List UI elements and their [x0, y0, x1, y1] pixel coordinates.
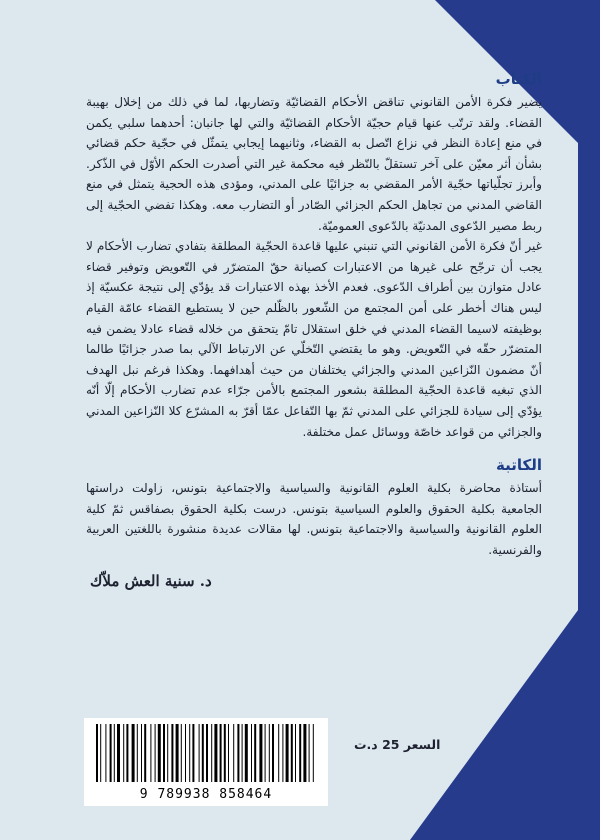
barcode-bar: [105, 724, 106, 782]
barcode-bars: [92, 724, 320, 782]
barcode-bar: [224, 724, 226, 782]
barcode-bar: [144, 724, 146, 782]
barcode-bar: [163, 724, 165, 782]
barcode-bar: [286, 724, 289, 782]
barcode-bar: [251, 724, 252, 782]
barcode-bar: [245, 724, 248, 782]
isbn-number: 9 789938 858464: [139, 787, 273, 802]
barcode-bar: [117, 724, 120, 782]
barcode-bar: [110, 724, 112, 782]
barcode-bar: [185, 724, 186, 782]
barcode-bar: [202, 724, 204, 782]
barcode-bar: [141, 724, 142, 782]
barcode-bar: [313, 724, 314, 782]
barcode-bar: [150, 724, 151, 782]
barcode-bar: [220, 724, 222, 782]
barcode-bar: [126, 724, 128, 782]
barcode-bar: [171, 724, 173, 782]
barcode-bar: [309, 724, 310, 782]
barcode-bar: [181, 724, 182, 782]
barcode-bar: [228, 724, 229, 782]
barcode-bar: [233, 724, 234, 782]
barcode-bar: [192, 724, 194, 782]
barcode-bar: [176, 724, 179, 782]
book-paragraph-2: غير أنّ فكرة الأمن القانوني التي تنبني عليها قاعدة الحجّية المطلقة بتفادي تضارب الأحكام لا يجب أن ترجّح على غيرها من الاعتبارات كصيانة حقّ المتضرّر في التّعويض وتوفير قضاء عادل متوازن بين أطراف الدّعوى. فعدم الأخذ بهذه الاعتبارات قد يؤدّي إلى نتيجة عكسيّة إذ ليس هناك أخطر على أمن المجتمع من الشّعور بالظّلم حين لا يستطيع القضاء عامّة القيام بوظيفته لاسيما القضاء المدني في خلق استقلال تامّ يتحقق من خلاله قضاء عادلا يضمن فيه المتضرّر حقّه في التّعويض. وهو ما يقتضي التّخلّي عن الارتباط الآلي بما صدر جزائيًا طالما أنّ مضمون النّزاعين المدني والجزائي يختلفان من حيث أهدافهما. وهكذا فرغم نبل الهدف الذي تبغيه قاعدة الحجّية المطلقة بشعور المجتمع بالأمن جرّاء عدم تضارب الأحكام إلّا أنّه يؤدّي إلى سيادة للجزائي على المدني ثمّ بها التّفاعل عمّا أقرّ به المشرّع كلا النّزاعين المدني والجزائي من قواعد خاصّة ووسائل عمل مختلفة.: [86, 239, 542, 439]
barcode-bar: [189, 724, 190, 782]
barcode-bar: [259, 724, 262, 782]
barcode-bar: [199, 724, 200, 782]
barcode-bar: [242, 724, 243, 782]
barcode-bar: [100, 724, 101, 782]
barcode-bar: [114, 724, 115, 782]
barcode-bar: [299, 724, 301, 782]
barcode-bar: [291, 724, 293, 782]
barcode-bar: [132, 724, 135, 782]
barcode-bar: [254, 724, 256, 782]
book-paragraph-1: يضير فكرة الأمن القانوني تناقض الأحكام القضائيّة وتضاربها، لما في ذلك من إخلال بهيبة القضاء. ولقد ترتّب عنها قيام حجيّة الأحكام القضائيّة والتي لها جانبان: أحدهما سلبي يكمن في منع إعادة النظر في نزاع اتّصل به القضاء، وثانيهما إيجابي يتمثّل في حجّية حكم قضائي بشأن أثر معيّن على آخر تستقلّ بالنّظر فيه محكمة غير التي أصدرت الحكم الأوّل في الذّكر. وأبرز تجلّياتها حجّية الأمر المقضي به جزائيًا على المدني، ومؤدى هذه الحجية يتمثل في منع القاضي المدني من تجاهل الحكم الجزائي الصّادر أو التضارب معه. وهكذا تفضي الحجّية إلى ربط مصير الدّعوى المدنيّة بالدّعوى العموميّة.: [86, 95, 542, 233]
author-paragraph: أستاذة محاضرة بكلية العلوم القانونية والسياسية والاجتماعية بتونس، زاولت دراستها الجامعية بكلية الحقوق والعلوم السياسية بتونس. درست بكلية الحقوق بصفاقس ثمّ كلية العلوم القانونية والسياسية والاجتماعية بتونس. لها مقالات عديدة منشورة باللغتين العربية والفرنسية.: [86, 481, 542, 557]
bottom-right-blue-corner: [410, 580, 600, 840]
barcode-bar: [158, 724, 161, 782]
barcode: [84, 718, 328, 806]
barcode-bar: [303, 724, 306, 782]
barcode-bar: [278, 724, 279, 782]
barcode-bar: [123, 724, 124, 782]
cover-text-block: [86, 70, 542, 590]
barcode-bar: [167, 724, 168, 782]
author-section-heading: الكاتبة: [496, 456, 542, 475]
barcode-bar: [265, 724, 266, 782]
barcode-bar: [137, 724, 138, 782]
barcode-bar: [214, 724, 217, 782]
barcode-bar: [295, 724, 296, 782]
barcode-bar: [282, 724, 283, 782]
barcode-bar: [96, 724, 98, 782]
price-label: السعر 25 د.ت: [354, 737, 441, 752]
author-signature: د. سنية العش ملاّك: [90, 572, 212, 591]
barcode-bar: [272, 724, 274, 782]
book-section-heading: الكتاب: [495, 70, 542, 88]
barcode-bar: [211, 724, 212, 782]
barcode-bar: [206, 724, 208, 782]
barcode-bar: [155, 724, 156, 782]
barcode-bar: [237, 724, 239, 782]
barcode-bar: [269, 724, 270, 782]
